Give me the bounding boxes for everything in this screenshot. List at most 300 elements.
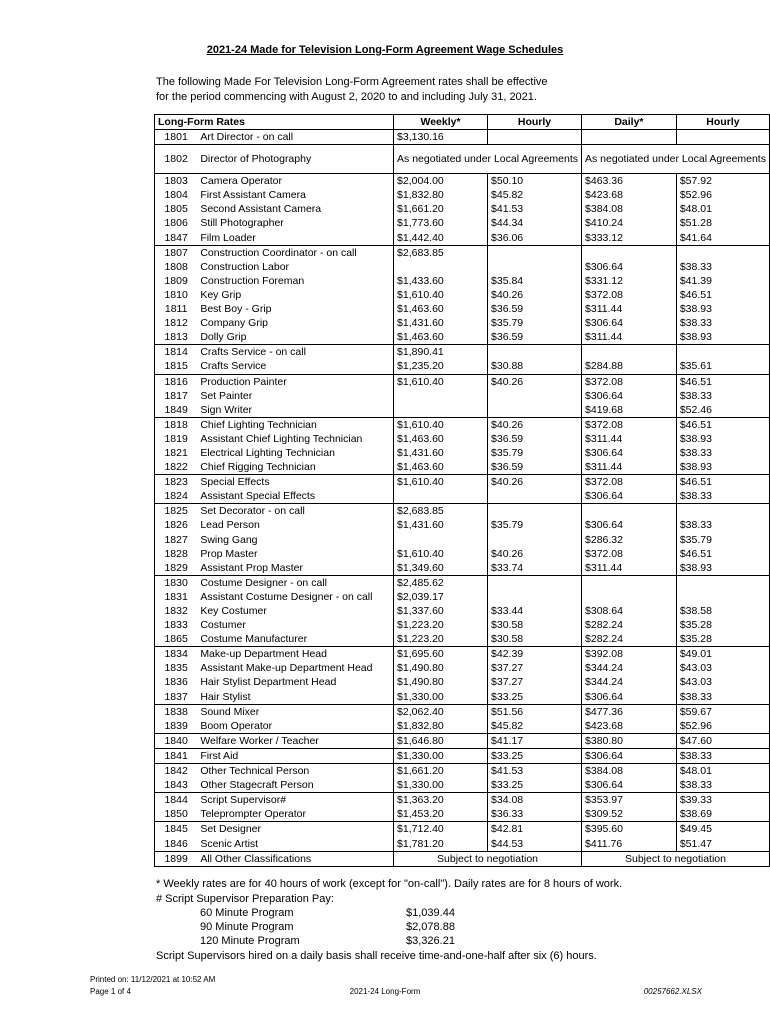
classification-name: First Assistant Camera: [197, 188, 393, 202]
classification-code: 1841: [155, 748, 198, 763]
daily-rate: $372.08: [582, 288, 677, 302]
table-row: [155, 647, 770, 662]
program-label: 60 Minute Program: [200, 907, 294, 919]
classification-code: 1837: [155, 690, 198, 705]
daily-rate: $331.12: [582, 274, 677, 288]
daily-rate: $384.08: [582, 202, 677, 216]
hourly-daily-rate: $39.33: [676, 793, 769, 808]
table-row: [155, 231, 770, 246]
classification-code: 1843: [155, 778, 198, 793]
weekly-rate: $2,683.85: [394, 504, 488, 519]
weekly-rate: $1,431.60: [394, 316, 488, 330]
classification-code: 1825: [155, 504, 198, 519]
hourly-weekly-rate: [488, 130, 582, 145]
classification-code: 1828: [155, 547, 198, 561]
daily-rate: [582, 504, 677, 519]
hourly-weekly-rate: $33.74: [488, 561, 582, 576]
weekly-rate: $1,442.40: [394, 231, 488, 246]
classification-name: Chief Lighting Technician: [197, 417, 393, 432]
hourly-weekly-rate: $36.06: [488, 231, 582, 246]
classification-code: 1822: [155, 460, 198, 475]
classification-code: 1803: [155, 174, 198, 189]
classification-code: 1842: [155, 764, 198, 779]
intro-line-2: for the period commencing with August 2, 2020 to and including July 31, 2021.: [156, 91, 537, 103]
weekly-rate: $1,610.40: [394, 374, 488, 389]
hourly-daily-rate: $38.33: [676, 748, 769, 763]
classification-code: 1845: [155, 822, 198, 837]
hourly-weekly-rate: $44.34: [488, 216, 582, 230]
hourly-weekly-rate: $41.17: [488, 733, 582, 748]
table-row: [155, 547, 770, 561]
classification-code: 1811: [155, 302, 198, 316]
classification-name: Swing Gang: [197, 533, 393, 547]
classification-code: 1817: [155, 389, 198, 403]
table-row: [155, 403, 770, 418]
classification-name: Film Loader: [197, 231, 393, 246]
table-row: [155, 432, 770, 446]
daily-rate: $392.08: [582, 647, 677, 662]
table-row: [155, 575, 770, 590]
hourly-daily-rate: $52.96: [676, 719, 769, 734]
classification-code: 1849: [155, 403, 198, 418]
classification-name: Scenic Artist: [197, 837, 393, 852]
daily-rate: [582, 245, 677, 260]
weekly-rate: $1,890.41: [394, 345, 488, 360]
classification-code: 1804: [155, 188, 198, 202]
hourly-weekly-rate: $50.10: [488, 174, 582, 189]
classification-name: Make-up Department Head: [197, 647, 393, 662]
table-row: [155, 533, 770, 547]
hourly-daily-rate: $38.69: [676, 807, 769, 822]
hourly-weekly-rate: [488, 245, 582, 260]
daily-rate: $344.24: [582, 675, 677, 689]
table-row: [155, 359, 770, 374]
daily-rate: $306.64: [582, 316, 677, 330]
hourly-weekly-rate: $35.84: [488, 274, 582, 288]
classification-code: 1832: [155, 604, 198, 618]
table-row: [155, 417, 770, 432]
hourly-daily-rate: $35.28: [676, 632, 769, 647]
hourly-daily-rate: $49.01: [676, 647, 769, 662]
hourly-daily-rate: $52.96: [676, 188, 769, 202]
table-row: [155, 837, 770, 852]
daily-rate: $311.44: [582, 330, 677, 345]
daily-rate: $344.24: [582, 661, 677, 675]
hourly-daily-rate: [676, 130, 769, 145]
classification-code: 1826: [155, 518, 198, 532]
classification-name: Construction Labor: [197, 260, 393, 274]
hourly-daily-rate: $51.47: [676, 837, 769, 852]
hourly-weekly-rate: $37.27: [488, 661, 582, 675]
table-row: [155, 245, 770, 260]
daily-rate: $423.68: [582, 719, 677, 734]
hourly-weekly-rate: $30.88: [488, 359, 582, 374]
table-row: [155, 590, 770, 604]
table-row: [155, 389, 770, 403]
classification-code: 1839: [155, 719, 198, 734]
daily-rate: $306.64: [582, 260, 677, 274]
daily-rate: $306.64: [582, 690, 677, 705]
table-row: [155, 764, 770, 779]
weekly-rate: $1,431.60: [394, 518, 488, 532]
hourly-daily-rate: $46.51: [676, 417, 769, 432]
hourly-weekly-rate: $33.25: [488, 778, 582, 793]
classification-name: Other Technical Person: [197, 764, 393, 779]
classification-name: Teleprompter Operator: [197, 807, 393, 822]
weekly-rate: [394, 389, 488, 403]
table-row: [155, 188, 770, 202]
hourly-weekly-rate: $37.27: [488, 675, 582, 689]
hourly-daily-rate: $38.93: [676, 302, 769, 316]
classification-name: Costumer: [197, 618, 393, 632]
classification-name: Dolly Grip: [197, 330, 393, 345]
daily-rate: $311.44: [582, 432, 677, 446]
hourly-daily-rate: $38.93: [676, 460, 769, 475]
hourly-daily-rate: $48.01: [676, 202, 769, 216]
classification-name: Assistant Special Effects: [197, 489, 393, 504]
classification-name: Still Photographer: [197, 216, 393, 230]
program-label: 90 Minute Program: [200, 921, 294, 933]
classification-code: 1840: [155, 733, 198, 748]
classification-code: 1829: [155, 561, 198, 576]
weekly-rate: $1,337.60: [394, 604, 488, 618]
table-row: [155, 446, 770, 460]
classification-code: 1805: [155, 202, 198, 216]
hourly-weekly-rate: $45.82: [488, 188, 582, 202]
classification-name: Electrical Lighting Technician: [197, 446, 393, 460]
daily-rate: $309.52: [582, 807, 677, 822]
classification-name: Costume Manufacturer: [197, 632, 393, 647]
hourly-daily-rate: $48.01: [676, 764, 769, 779]
weekly-rate: $1,463.60: [394, 432, 488, 446]
weekly-rate: $1,223.20: [394, 632, 488, 647]
classification-name: Lead Person: [197, 518, 393, 532]
classification-name: Assistant Make-up Department Head: [197, 661, 393, 675]
weekly-rate: $2,485.62: [394, 575, 488, 590]
header-hourly-weekly: Hourly: [488, 115, 582, 130]
daily-rate: $311.44: [582, 302, 677, 316]
note-daily-hire: Script Supervisors hired on a daily basis shall receive time-and-one-half after six (6) hours.: [156, 950, 597, 962]
classification-code: 1810: [155, 288, 198, 302]
classification-name: Director of Photography: [197, 145, 393, 174]
hourly-daily-rate: [676, 504, 769, 519]
classification-name: Crafts Service - on call: [197, 345, 393, 360]
classification-name: Key Grip: [197, 288, 393, 302]
weekly-rate: $1,832.80: [394, 719, 488, 734]
classification-code: 1802: [155, 145, 198, 174]
daily-rate: $463.36: [582, 174, 677, 189]
table-row: [155, 661, 770, 675]
classification-name: Assistant Prop Master: [197, 561, 393, 576]
daily-rate: $384.08: [582, 764, 677, 779]
daily-rate: $284.88: [582, 359, 677, 374]
daily-rate: $306.64: [582, 389, 677, 403]
classification-name: Art Director - on call: [197, 130, 393, 145]
classification-code: 1806: [155, 216, 198, 230]
hourly-daily-rate: $43.03: [676, 675, 769, 689]
classification-name: Chief Rigging Technician: [197, 460, 393, 475]
table-row: [155, 288, 770, 302]
hourly-daily-rate: $38.58: [676, 604, 769, 618]
hourly-weekly-rate: [488, 590, 582, 604]
daily-rate: [582, 590, 677, 604]
classification-code: 1844: [155, 793, 198, 808]
hourly-daily-rate: $38.33: [676, 489, 769, 504]
hourly-daily-rate: $49.45: [676, 822, 769, 837]
classification-code: 1823: [155, 475, 198, 490]
hourly-weekly-rate: [488, 389, 582, 403]
hourly-daily-rate: $38.33: [676, 446, 769, 460]
daily-rate: [582, 345, 677, 360]
classification-name: Company Grip: [197, 316, 393, 330]
classification-code: 1847: [155, 231, 198, 246]
hourly-daily-rate: $51.28: [676, 216, 769, 230]
hourly-daily-rate: $38.33: [676, 260, 769, 274]
hourly-weekly-rate: $35.79: [488, 518, 582, 532]
table-row: [155, 851, 770, 866]
weekly-rate: $2,004.00: [394, 174, 488, 189]
table-row: [155, 330, 770, 345]
classification-name: Hair Stylist: [197, 690, 393, 705]
table-row: [155, 632, 770, 647]
hourly-weekly-rate: $40.26: [488, 417, 582, 432]
classification-code: 1812: [155, 316, 198, 330]
weekly-rate: $1,433.60: [394, 274, 488, 288]
classification-name: Set Designer: [197, 822, 393, 837]
hourly-daily-rate: $59.67: [676, 704, 769, 719]
hourly-weekly-rate: [488, 260, 582, 274]
hourly-weekly-rate: $42.81: [488, 822, 582, 837]
daily-rate: As negotiated under Local Agreements: [582, 145, 770, 174]
table-row: [155, 460, 770, 475]
hourly-weekly-rate: [488, 489, 582, 504]
table-row: [155, 518, 770, 532]
daily-rate: $372.08: [582, 547, 677, 561]
hourly-weekly-rate: $41.53: [488, 202, 582, 216]
weekly-rate: [394, 489, 488, 504]
classification-name: Assistant Costume Designer - on call: [197, 590, 393, 604]
hourly-daily-rate: $35.61: [676, 359, 769, 374]
table-row: [155, 793, 770, 808]
weekly-rate: $1,610.40: [394, 417, 488, 432]
classification-name: Construction Foreman: [197, 274, 393, 288]
weekly-rate: $2,039.17: [394, 590, 488, 604]
table-row: [155, 690, 770, 705]
table-row: [155, 704, 770, 719]
header-classification: Long-Form Rates: [155, 115, 394, 130]
table-row: [155, 748, 770, 763]
daily-rate: $308.64: [582, 604, 677, 618]
table-row: [155, 504, 770, 519]
weekly-rate: $1,235.20: [394, 359, 488, 374]
program-value: $3,326.21: [406, 935, 455, 947]
classification-code: 1835: [155, 661, 198, 675]
hourly-weekly-rate: $35.79: [488, 446, 582, 460]
weekly-rate: $1,363.20: [394, 793, 488, 808]
hourly-weekly-rate: $51.56: [488, 704, 582, 719]
table-row: [155, 807, 770, 822]
weekly-rate: $1,610.40: [394, 547, 488, 561]
table-row: [155, 604, 770, 618]
weekly-rate: $1,431.60: [394, 446, 488, 460]
classification-name: Assistant Chief Lighting Technician: [197, 432, 393, 446]
classification-name: Camera Operator: [197, 174, 393, 189]
hourly-daily-rate: $46.51: [676, 288, 769, 302]
hourly-weekly-rate: $33.44: [488, 604, 582, 618]
weekly-rate: $1,712.40: [394, 822, 488, 837]
hourly-weekly-rate: $34.08: [488, 793, 582, 808]
daily-rate: $306.64: [582, 489, 677, 504]
weekly-rate: $1,349.60: [394, 561, 488, 576]
daily-rate: $410.24: [582, 216, 677, 230]
classification-code: 1838: [155, 704, 198, 719]
footer-file-name: 00257662.XLSX: [643, 987, 702, 996]
weekly-rate: $1,463.60: [394, 330, 488, 345]
table-row: [155, 145, 770, 174]
classification-name: Second Assistant Camera: [197, 202, 393, 216]
classification-code: 1899: [155, 851, 198, 866]
classification-code: 1865: [155, 632, 198, 647]
hourly-daily-rate: $47.60: [676, 733, 769, 748]
hourly-daily-rate: $35.79: [676, 533, 769, 547]
classification-name: Prop Master: [197, 547, 393, 561]
hourly-weekly-rate: [488, 345, 582, 360]
classification-name: Costume Designer - on call: [197, 575, 393, 590]
hourly-weekly-rate: $30.58: [488, 632, 582, 647]
classification-code: 1814: [155, 345, 198, 360]
table-row: [155, 174, 770, 189]
classification-name: Set Painter: [197, 389, 393, 403]
classification-code: 1824: [155, 489, 198, 504]
daily-rate: $306.64: [582, 518, 677, 532]
hourly-weekly-rate: [488, 504, 582, 519]
page-title: 2021-24 Made for Television Long-Form Agreement Wage Schedules: [206, 44, 564, 56]
classification-code: 1834: [155, 647, 198, 662]
wage-schedule-table: [154, 114, 770, 867]
classification-name: First Aid: [197, 748, 393, 763]
program-label: 120 Minute Program: [200, 935, 300, 947]
hourly-weekly-rate: [488, 533, 582, 547]
hourly-daily-rate: $46.51: [676, 475, 769, 490]
table-row: [155, 489, 770, 504]
hourly-daily-rate: $41.64: [676, 231, 769, 246]
weekly-rate: $1,330.00: [394, 690, 488, 705]
daily-rate: $306.64: [582, 778, 677, 793]
hourly-daily-rate: $38.33: [676, 690, 769, 705]
intro-line-1: The following Made For Television Long-Form Agreement rates shall be effective: [156, 76, 548, 88]
weekly-rate: $1,610.40: [394, 475, 488, 490]
classification-code: 1816: [155, 374, 198, 389]
daily-rate: $282.24: [582, 632, 677, 647]
classification-code: 1830: [155, 575, 198, 590]
daily-rate: Subject to negotiation: [582, 851, 770, 866]
table-row: [155, 202, 770, 216]
hourly-daily-rate: [676, 345, 769, 360]
hourly-weekly-rate: $33.25: [488, 690, 582, 705]
hourly-daily-rate: [676, 590, 769, 604]
hourly-daily-rate: $38.93: [676, 432, 769, 446]
hourly-daily-rate: $38.93: [676, 561, 769, 576]
weekly-rate: [394, 533, 488, 547]
hourly-daily-rate: $35.28: [676, 618, 769, 632]
classification-name: Crafts Service: [197, 359, 393, 374]
daily-rate: $282.24: [582, 618, 677, 632]
classification-code: 1850: [155, 807, 198, 822]
weekly-rate: $1,695.60: [394, 647, 488, 662]
weekly-rate: $2,062.40: [394, 704, 488, 719]
table-row: [155, 618, 770, 632]
classification-name: Welfare Worker / Teacher: [197, 733, 393, 748]
weekly-rate: $1,463.60: [394, 302, 488, 316]
table-row: [155, 345, 770, 360]
hourly-weekly-rate: $40.26: [488, 374, 582, 389]
classification-code: 1809: [155, 274, 198, 288]
hourly-daily-rate: $38.93: [676, 330, 769, 345]
header-weekly: Weekly*: [394, 115, 488, 130]
daily-rate: $306.64: [582, 748, 677, 763]
classification-code: 1808: [155, 260, 198, 274]
weekly-rate: As negotiated under Local Agreements: [394, 145, 582, 174]
weekly-rate: $1,661.20: [394, 764, 488, 779]
classification-code: 1836: [155, 675, 198, 689]
classification-name: Other Stagecraft Person: [197, 778, 393, 793]
weekly-rate: $1,330.00: [394, 778, 488, 793]
daily-rate: $372.08: [582, 417, 677, 432]
header-daily: Daily*: [582, 115, 677, 130]
weekly-rate: $1,646.80: [394, 733, 488, 748]
daily-rate: $411.76: [582, 837, 677, 852]
hourly-daily-rate: $43.03: [676, 661, 769, 675]
hourly-weekly-rate: $41.53: [488, 764, 582, 779]
table-row: [155, 274, 770, 288]
weekly-rate: [394, 260, 488, 274]
daily-rate: [582, 130, 677, 145]
weekly-rate: $1,832.80: [394, 188, 488, 202]
daily-rate: $423.68: [582, 188, 677, 202]
daily-rate: $286.32: [582, 533, 677, 547]
daily-rate: $372.08: [582, 475, 677, 490]
table-row: [155, 130, 770, 145]
classification-code: 1831: [155, 590, 198, 604]
hourly-daily-rate: [676, 245, 769, 260]
header-hourly-daily: Hourly: [676, 115, 769, 130]
weekly-rate: $2,683.85: [394, 245, 488, 260]
table-row: [155, 475, 770, 490]
hourly-daily-rate: $38.33: [676, 518, 769, 532]
table-row: [155, 675, 770, 689]
program-value: $1,039.44: [406, 907, 455, 919]
weekly-rate: Subject to negotiation: [394, 851, 582, 866]
classification-code: 1821: [155, 446, 198, 460]
classification-name: Best Boy - Grip: [197, 302, 393, 316]
hourly-weekly-rate: $36.59: [488, 460, 582, 475]
footer-page-number: Page 1 of 4: [90, 987, 131, 996]
classification-name: Special Effects: [197, 475, 393, 490]
daily-rate: $311.44: [582, 561, 677, 576]
hourly-weekly-rate: [488, 403, 582, 418]
hourly-daily-rate: $46.51: [676, 374, 769, 389]
weekly-rate: $1,463.60: [394, 460, 488, 475]
table-row: [155, 822, 770, 837]
classification-code: 1807: [155, 245, 198, 260]
table-header-row: [155, 115, 770, 130]
classification-code: 1833: [155, 618, 198, 632]
note-weekly-daily: * Weekly rates are for 40 hours of work (except for "on-call"). Daily rates are for 8 hours of work.: [156, 878, 623, 890]
daily-rate: $419.68: [582, 403, 677, 418]
weekly-rate: $1,490.80: [394, 675, 488, 689]
hourly-weekly-rate: $45.82: [488, 719, 582, 734]
hourly-weekly-rate: $40.26: [488, 288, 582, 302]
